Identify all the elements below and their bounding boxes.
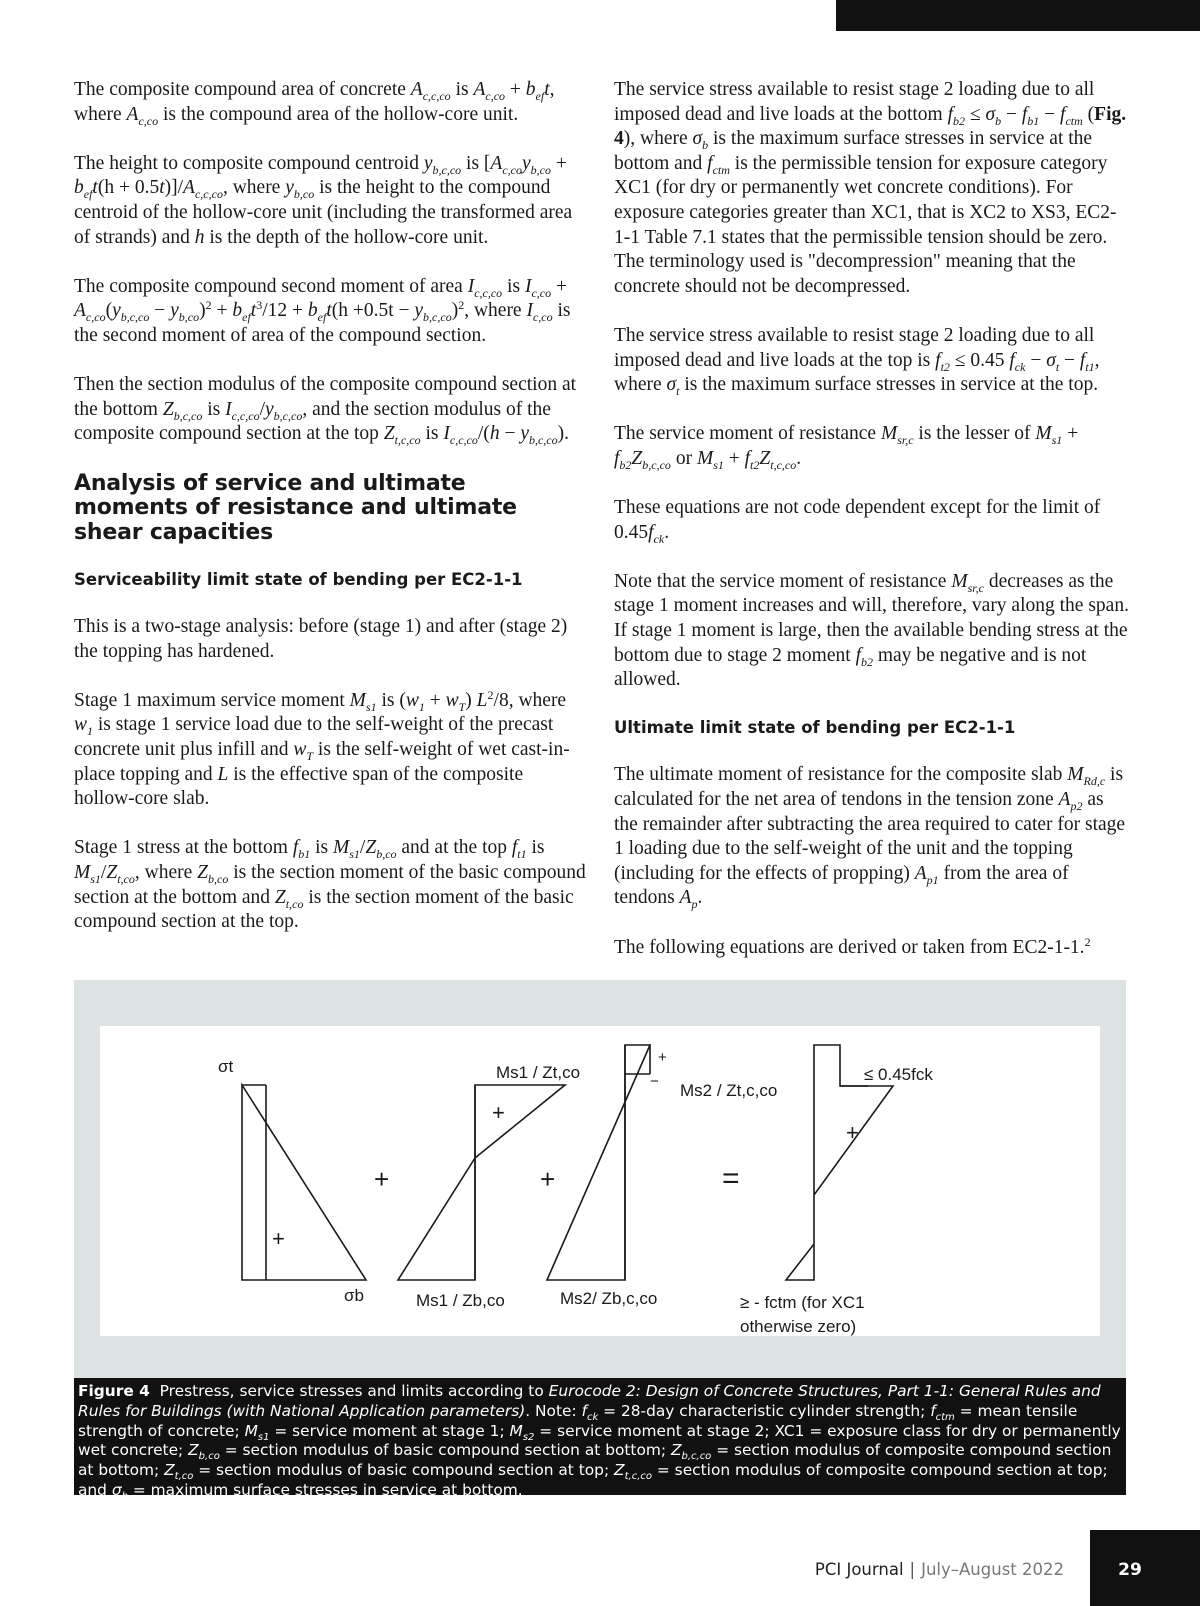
label-sigma-b: σb — [344, 1286, 364, 1305]
left-column — [74, 78, 586, 959]
footer-journal-info — [815, 1560, 1064, 1579]
stress-diagram — [100, 1026, 1100, 1336]
ms2-triangle-bottom — [547, 1102, 625, 1280]
ms1-triangle-bottom — [398, 1158, 475, 1280]
label-ms1-zt: Ms1 / Zt,co — [496, 1063, 581, 1082]
paragraph-stage1-moment: Stage 1 maximum service moment $M_{s1}$ is $(w_1 + w_T)$ $L^2/8$, where $w_1$ is stage 1 service load due to the self-weight of the precast concrete unit plus infill and $w_T$ is the self-weight of wet cast-in-place topping and L is the effective span of the composite hollow-core slab. — [74, 687, 570, 810]
footer-journal-name: PCI Journal — [814, 1560, 904, 1579]
paragraph-section-modulus: Then the section modulus of the composite compound section at the bottom $Z_{b,c,co}$ is $I_{c,c,co}/y_{b,c,co}$, and the section modulus of the composite compound section at the top $Z_{t,c,co}$ is $I_{c,c,co}/(h - y_{b,c,co})$. — [74, 374, 577, 448]
label-limit-top: ≤ 0.45fck — [864, 1065, 933, 1084]
label-ms2-ztc: Ms2 / Zt,c,co — [680, 1081, 778, 1100]
paragraph-two-stage: This is a two-stage analysis: before (stage 1) and after (stage 2) the topping has hardened. — [74, 616, 568, 662]
paragraph-second-moment: The composite compound second moment of area $I_{c,c,co}$ is $I_{c,co} + A_{c,co}(y_{b,c,co} - y_{b,co})^2 + b_{ef}t^3/12 + b_{ef}t(h +0.5t - y_{b,c,co})^2$, where $I_{c,co}$ is the second moment of area of the compound section. — [74, 275, 571, 346]
label-plus-ms1: + — [492, 1100, 505, 1125]
stress-diagram-panel — [100, 1026, 1100, 1336]
label-plus-1: + — [374, 1164, 390, 1194]
label-sigma-t: σt — [218, 1057, 234, 1076]
paragraph-moment-decreases: Note that the service moment of resistance $M_{sr,c}$ decreases as the stage 1 moment increases and will, therefore, vary along the span. If stage 1 moment is large, then the available bending stress at the bottom due to stage 2 moment $f_{b2}$ may be negative and is not allowed. — [614, 570, 1129, 691]
subheading-ultimate: Ultimate limit state of bending per EC2-1-1 — [614, 718, 1016, 738]
page-footer — [0, 1530, 1200, 1606]
right-column — [614, 78, 1132, 985]
footer-issue: July–August 2022 — [921, 1560, 1064, 1579]
ms1-triangle-top — [475, 1085, 565, 1158]
label-equals: = — [722, 1162, 740, 1195]
label-plus-2: + — [540, 1164, 556, 1194]
figure-caption: Figure 4 Prestress, service stresses and limits according to Eurocode 2: Design of Concrete Structures, Part 1-1: General Rules and Rules for Buildings (with National Application parameters). Note: $f_{ck} = 28-day$ characteristic cylinder strength; $f_{ctm}$ = mean tensile strength of concrete; $M_{s1}$ = service moment at stage 1; $M_{s2}$ = service moment at stage 2; XC1 = exposure class for dry or permanently wet concrete; $Z_{b,co}$ = section modulus of basic compound section at bottom; $Z_{b,c,co}$ = section modulus of composite compound section at bottom; $Z_{t,co}$ = section modulus of basic compound section at top; $Z_{t,c,co}$ = section modulus of composite compound section at top; and $\sigma_b$ = maximum surface stresses in service at bottom. — [74, 1378, 1126, 1495]
label-limit-bottom-1: ≥ - fctm (for XC1 — [740, 1293, 865, 1312]
label-plus-prestress: + — [272, 1226, 285, 1251]
footer-separator: | — [909, 1560, 916, 1579]
paragraph-centroid-height: The height to composite compound centroid $y_{b,c,co}$ is $[A_{c,co}y_{b,co} + b_{ef}t(h + 0.5t)]/A_{c,c,co}$, where $y_{b,co}$ is the height to the compound centroid of the hollow-core unit (including the transformed area of strands) and h is the depth of the hollow-core unit. — [74, 152, 573, 248]
paragraph-code-dependent: These equations are not code dependent except for the limit of $0.45f_{ck}$. — [614, 497, 1101, 546]
paragraph-compound-area: The composite compound area of concrete $A_{c,c,co}$ is $A_{c,co} + b_{ef}t$, where $A_{c,co}$ is the compound area of the hollow-core unit. — [74, 79, 555, 128]
label-ms1-zb: Ms1 / Zb,co — [416, 1291, 505, 1310]
page-number-box — [1090, 1530, 1200, 1606]
prestress-triangle — [242, 1085, 366, 1280]
label-limit-bottom-2: otherwise zero) — [740, 1317, 857, 1336]
label-ms2-zbc: Ms2/ Zb,c,co — [560, 1289, 658, 1308]
figure-4 — [74, 980, 1126, 1502]
label-plus-ms2-top: + — [658, 1049, 667, 1066]
header-bar — [836, 0, 1200, 31]
section-heading: Analysis of service and ultimate moments of resistance and ultimate shear capacities — [74, 470, 517, 545]
paragraph-ultimate-moment: The ultimate moment of resistance for the composite slab $M_{Rd,c}$ is calculated for the net area of tendons in the tension zone $A_{p2}$ as the remainder after subtracting the area required to cater for stage 1 loading due to the self-weight of the unit and the topping (including for the effects of propping) $A_{p1}$ from the area of tendons $A_p$. — [614, 764, 1126, 912]
label-minus-ms2: − — [650, 1073, 659, 1090]
label-plus-limit: + — [846, 1120, 859, 1145]
paragraph-stage2-bottom: The service stress available to resist stage 2 loading due to all imposed dead and live loads at the bottom $f_{b2} \le \sigma_b - f_{b1} - f_{ctm}$ (Fig. 4), where $\sigma_b$ is the maximum surface stresses in service at the bottom and $f_{ctm}$ is the permissible tension for exposure category XC1 (for dry or permanently wet concrete conditions). For exposure categories greater than XC1, that is XC2 to XS3, EC2-1-1 Table 7.1 states that the permissible tension should be zero. The terminology used is "decompression" meaning that the concrete should not be decompressed. — [614, 79, 1127, 297]
subheading-serviceability: Serviceability limit state of bending per EC2-1-1 — [74, 570, 523, 589]
paragraph-service-moment: The service moment of resistance $M_{sr,c}$ is the lesser of $M_{s1} + f_{b2}Z_{b,c,co}$ or $M_{s1} + f_{t2}Z_{t,c,co}$. — [614, 423, 1079, 472]
page-number: 29 — [1118, 1560, 1142, 1580]
paragraph-stage1-stress: Stage 1 stress at the bottom $f_{b1}$ is $M_{s1}/Z_{b,co}$ and at the top $f_{t1}$ is $M_{s1}/Z_{t,co}$, where $Z_{b,co}$ is the section moment of the basic compound section at the bottom and $Z_{t,co}$ is the section moment of the basic compound section at the top. — [74, 837, 586, 933]
paragraph-equations-source: The following equations are derived or taken from EC2-1-1.$^2$ — [614, 934, 1091, 958]
paragraph-stage2-top: The service stress available to resist stage 2 loading due to all imposed dead and live loads at the top is $f_{t2} \le 0.45$ $f_{ck} - \sigma_t - f_{t1}$, where $\sigma_t$ is the maximum surface stresses in service at the top. — [614, 324, 1100, 399]
